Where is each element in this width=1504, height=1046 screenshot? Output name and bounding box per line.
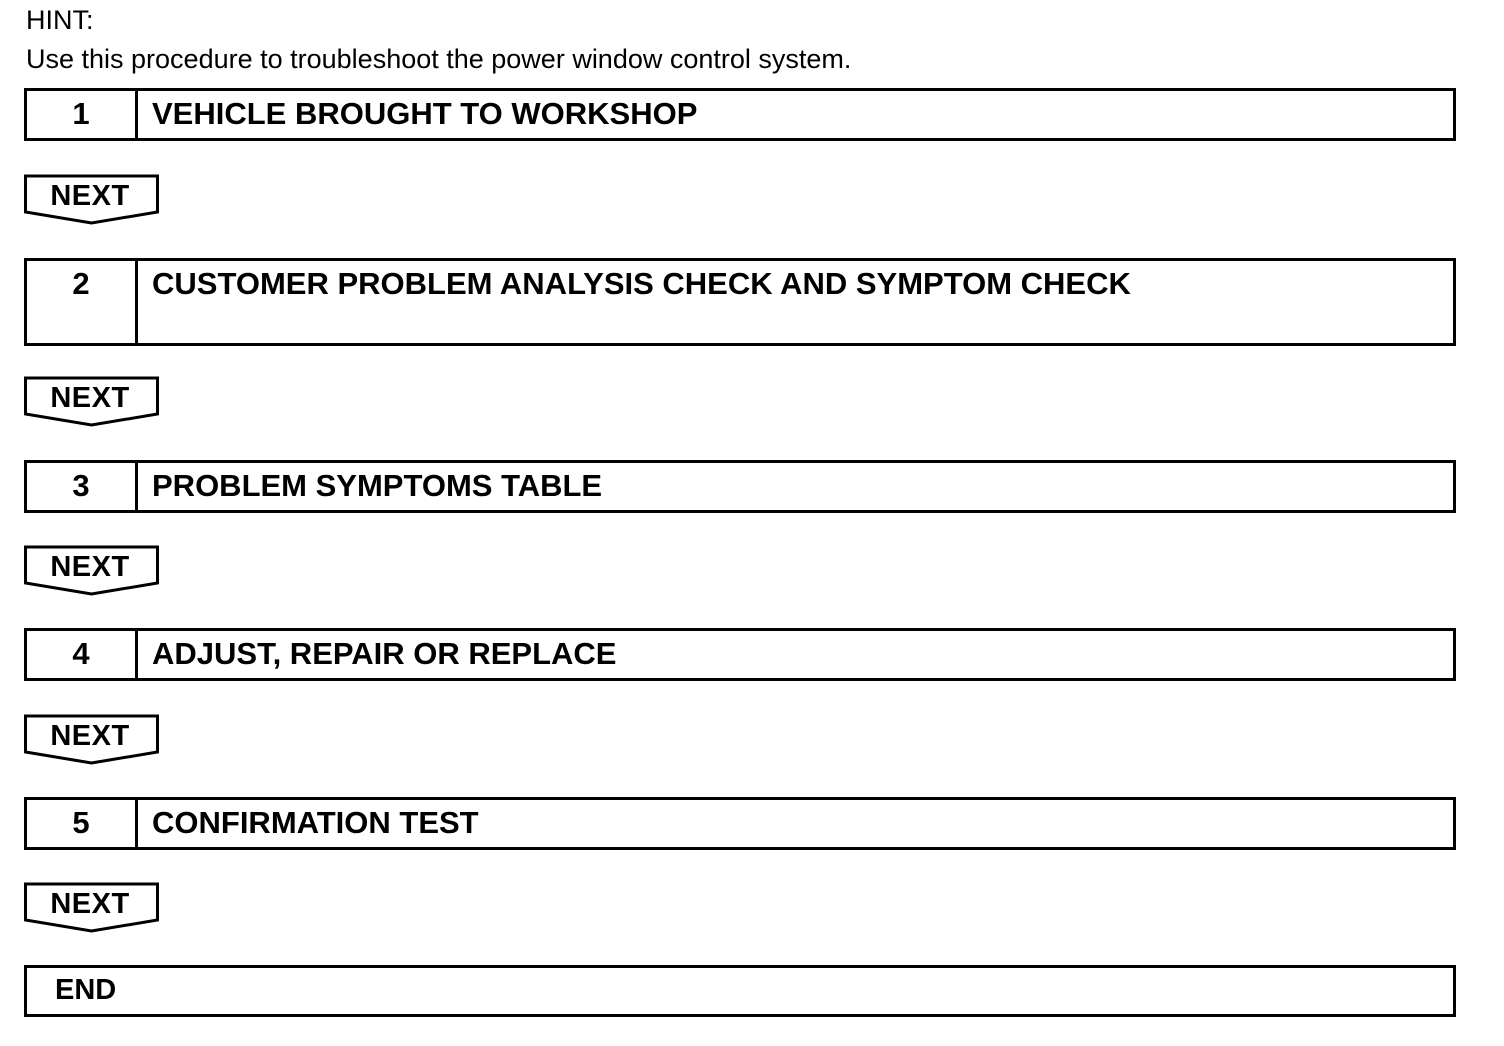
step-5-title: CONFIRMATION TEST [152, 805, 479, 840]
end-label: END [55, 974, 117, 1006]
next-label: NEXT [50, 720, 130, 752]
step-2-box [24, 258, 1456, 346]
step-1-title: VEHICLE BROUGHT TO WORKSHOP [152, 96, 698, 131]
next-button-4[interactable] [23, 714, 161, 766]
next-label: NEXT [50, 382, 130, 414]
next-label: NEXT [50, 888, 130, 920]
step-3-title: PROBLEM SYMPTOMS TABLE [152, 468, 603, 503]
step-5-box [24, 797, 1456, 850]
next-label: NEXT [50, 180, 130, 212]
step-4-number: 4 [27, 631, 138, 678]
next-button-2[interactable] [23, 376, 161, 428]
hint-text: Use this procedure to troubleshoot the power window control system. [26, 44, 852, 74]
hint-heading: HINT: [26, 5, 94, 35]
step-1-number: 1 [27, 91, 138, 138]
next-button-5[interactable] [23, 882, 161, 934]
step-3-box [24, 460, 1456, 513]
end-box [24, 965, 1456, 1017]
step-3-number: 3 [27, 463, 138, 510]
step-1-box [24, 88, 1456, 141]
step-2-number: 2 [27, 261, 138, 343]
step-4-box [24, 628, 1456, 681]
step-4-title: ADJUST, REPAIR OR REPLACE [152, 636, 617, 671]
next-button-1[interactable] [23, 174, 161, 226]
step-2-title: CUSTOMER PROBLEM ANALYSIS CHECK AND SYMPTOM CHECK [152, 266, 1131, 301]
next-label: NEXT [50, 551, 130, 583]
next-button-3[interactable] [23, 545, 161, 597]
step-5-number: 5 [27, 800, 138, 847]
